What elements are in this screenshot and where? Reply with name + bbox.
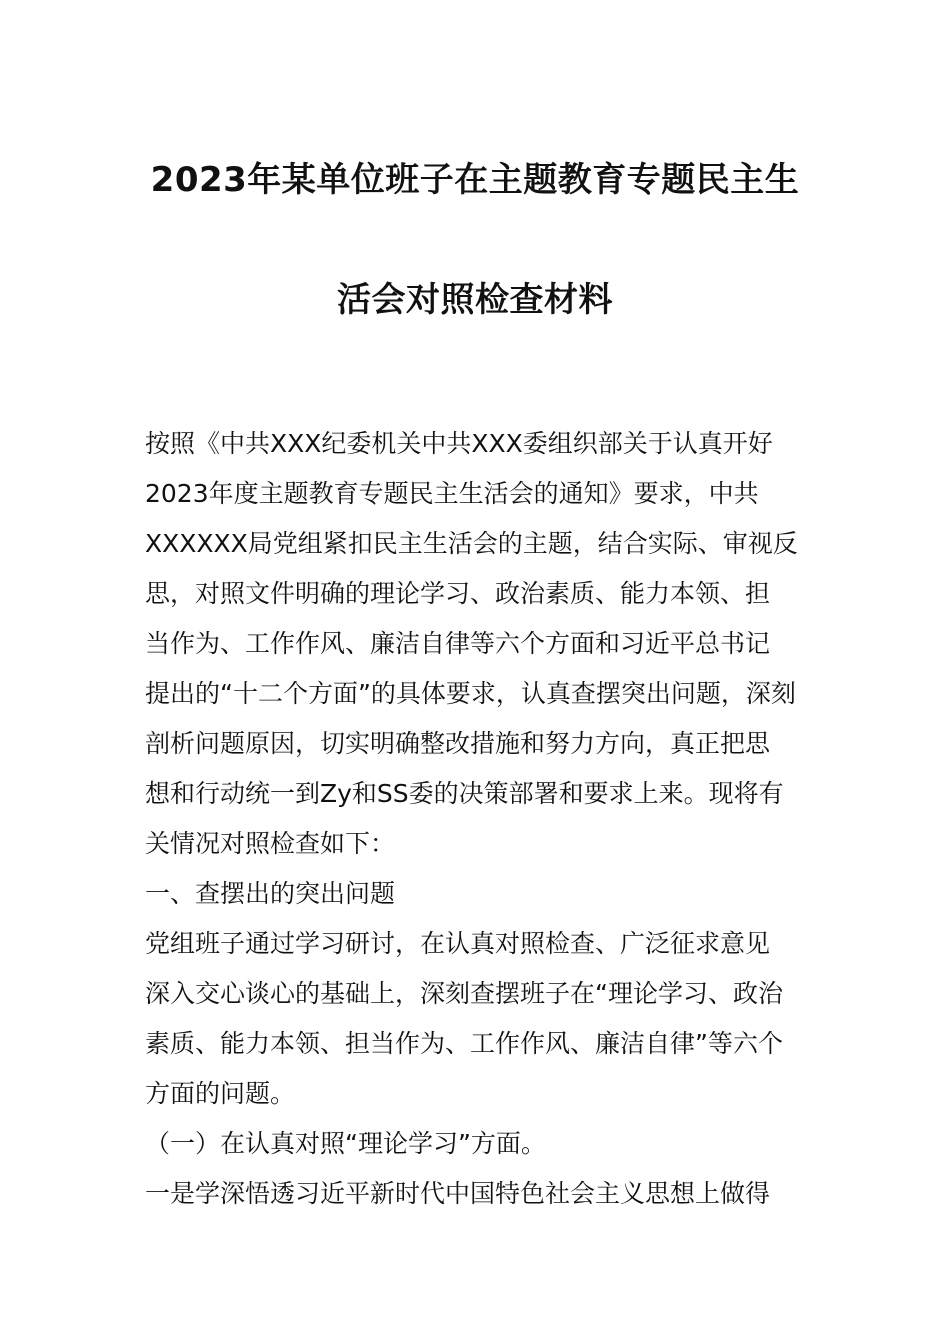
body-line: 方面的问题。	[145, 1079, 296, 1108]
body-line: 当作为、工作作风、廉洁自律等六个方面和习近平总书记	[145, 629, 771, 658]
document-title-line-2: 活会对照检查材料	[337, 280, 613, 320]
subsection-heading: （一）在认真对照“理论学习”方面。	[145, 1129, 546, 1158]
body-line: 提出的“十二个方面”的具体要求，认真查摆突出问题，深刻	[145, 679, 796, 708]
body-line: 关情况对照检查如下：	[145, 829, 396, 858]
section-heading: 一、查摆出的突出问题	[145, 879, 396, 908]
document-body	[145, 419, 810, 1219]
body-line: XXXXXX局党组紧扣民主生活会的主题，结合实际、审视反	[145, 529, 798, 558]
body-line: 想和行动统一到Zy和SS委的决策部署和要求上来。现将有	[145, 779, 784, 808]
body-line: 党组班子通过学习研讨，在认真对照检查、广泛征求意见	[145, 929, 771, 958]
document-title-line-1: 2023年某单位班子在主题教育专题民主生	[150, 160, 800, 200]
body-line: 素质、能力本领、担当作为、工作作风、廉洁自律”等六个	[145, 1029, 783, 1058]
body-line: 一是学深悟透习近平新时代中国特色社会主义思想上做得	[145, 1179, 771, 1208]
body-line: 深入交心谈心的基础上，深刻查摆班子在“理论学习、政治	[145, 979, 783, 1008]
body-line: 剖析问题原因，切实明确整改措施和努力方向，真正把思	[145, 729, 771, 758]
body-line: 2023年度主题教育专题民主生活会的通知》要求，中共	[145, 479, 759, 508]
body-line: 思，对照文件明确的理论学习、政治素质、能力本领、担	[145, 579, 771, 608]
body-line: 按照《中共XXX纪委机关中共XXX委组织部关于认真开好	[145, 429, 773, 458]
